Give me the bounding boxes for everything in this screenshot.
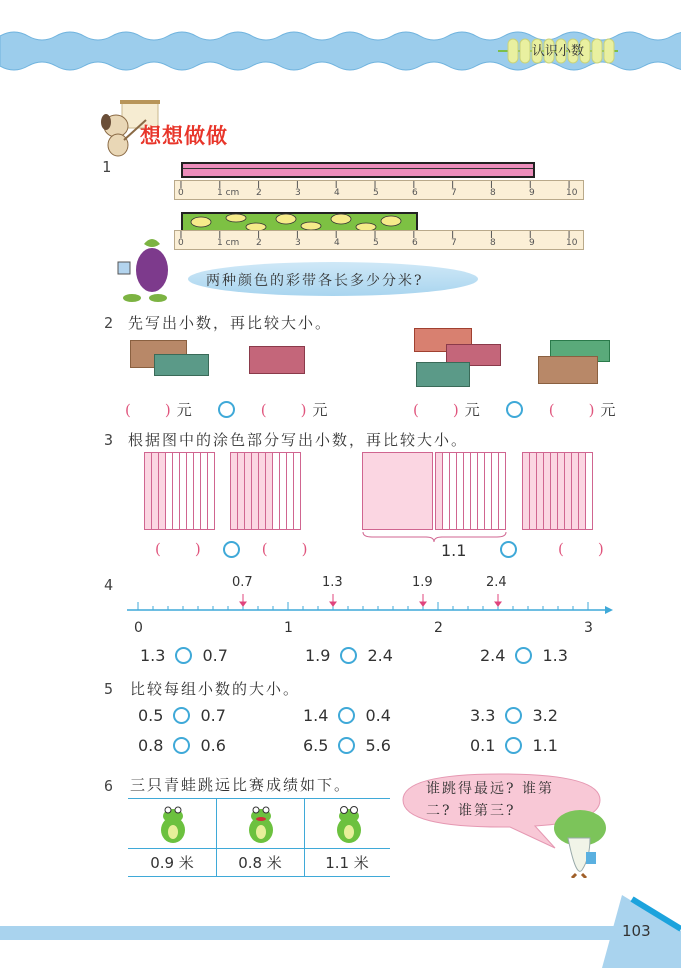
result-cell: 0.8 米 <box>238 854 282 872</box>
compare-circle[interactable] <box>173 707 190 724</box>
q3-answer-paren: ( ) <box>558 540 604 558</box>
axis-label: 1 <box>284 620 293 636</box>
eggplant-character-icon <box>112 232 182 304</box>
marker-label: 2.4 <box>486 575 507 590</box>
question-number-1: 1 <box>102 158 112 176</box>
q5-compare: 6.5 5.6 <box>303 736 391 755</box>
frog-icon <box>238 802 284 846</box>
compare-circle[interactable] <box>506 401 523 418</box>
axis-label: 0 <box>134 620 143 636</box>
result-cell: 1.1 米 <box>325 854 369 872</box>
q2-compare-row-2: ( ) 元 ( ) 元 <box>413 400 616 419</box>
tenths-grid-2 <box>230 452 301 530</box>
q3-compare-row-1: ( ) ( ) <box>155 540 308 558</box>
compare-circle[interactable] <box>340 647 357 664</box>
question-number-6: 6 <box>104 777 114 795</box>
q5-compare: 0.1 1.1 <box>470 736 558 755</box>
result-cell: 0.9 米 <box>150 854 194 872</box>
question-3-prompt: 根据图中的涂色部分写出小数，再比较大小。 <box>128 431 469 449</box>
frog-results-table <box>128 798 390 878</box>
tenths-grid-4 <box>522 452 593 530</box>
number-line <box>125 592 615 616</box>
banknotes-group-2 <box>414 328 506 388</box>
question-5-prompt: 比较每组小数的大小。 <box>130 680 301 698</box>
pink-ribbon <box>181 162 535 178</box>
question-number-4: 4 <box>104 576 114 594</box>
compare-circle[interactable] <box>500 541 517 558</box>
speech-line-1: 谁跳得最远? 谁第 <box>426 781 554 797</box>
compare-circle[interactable] <box>338 737 355 754</box>
speech-line-2: 二? 谁第三? <box>426 803 516 819</box>
q5-compare: 0.5 0.7 <box>138 706 226 725</box>
compare-circle[interactable] <box>218 401 235 418</box>
q5-compare: 1.4 0.4 <box>303 706 391 725</box>
q4-compare-3: 2.4 1.3 <box>480 646 568 665</box>
full-unit-square <box>362 452 433 530</box>
green-dotted-ribbon <box>181 212 418 232</box>
brace <box>362 531 507 543</box>
question-number-2: 2 <box>104 314 114 332</box>
banknotes-group-1 <box>130 340 210 378</box>
ruler-1: 0 1 cm 2 3 4 5 6 7 8 9 10 <box>174 180 584 200</box>
banknote-5jiao <box>249 346 305 374</box>
compare-circle[interactable] <box>505 737 522 754</box>
section-title: 想想做做 <box>140 124 228 148</box>
axis-label: 3 <box>584 620 593 636</box>
ruler-2: 0 1 cm 2 3 4 5 6 7 8 9 10 <box>174 230 584 250</box>
chapter-title: 认识小数 <box>531 44 584 59</box>
q4-compare-1: 1.3 0.7 <box>140 646 228 665</box>
compare-circle[interactable] <box>515 647 532 664</box>
q5-compare: 3.3 3.2 <box>470 706 558 725</box>
question-6-prompt: 三只青蛙跳远比赛成绩如下。 <box>130 776 352 794</box>
footer-bar <box>0 926 620 940</box>
marker-label: 1.9 <box>412 575 433 590</box>
marker-label: 0.7 <box>232 575 253 590</box>
frog-icon <box>326 802 372 846</box>
compare-circle[interactable] <box>338 707 355 724</box>
banknotes-group-3 <box>538 340 612 386</box>
compare-circle[interactable] <box>175 647 192 664</box>
question-number-3: 3 <box>104 431 114 449</box>
tenths-grid-3 <box>435 452 506 530</box>
marker-label: 1.3 <box>322 575 343 590</box>
speech-text: 两种颜色的彩带各长多少分米? <box>206 273 424 289</box>
compare-circle[interactable] <box>223 541 240 558</box>
given-value: 1.1 <box>441 541 467 560</box>
frog-icon <box>150 802 196 846</box>
q5-compare: 0.8 0.6 <box>138 736 226 755</box>
question-number-5: 5 <box>104 680 114 698</box>
q4-compare-2: 1.9 2.4 <box>305 646 393 665</box>
q2-compare-row-1: ( ) 元 ( ) 元 <box>125 400 328 419</box>
page-number: 103 <box>622 922 651 940</box>
compare-circle[interactable] <box>505 707 522 724</box>
cabbage-character-icon <box>546 808 608 878</box>
compare-circle[interactable] <box>173 737 190 754</box>
question-2-prompt: 先写出小数，再比较大小。 <box>128 314 333 332</box>
tenths-grid-1 <box>144 452 215 530</box>
axis-label: 2 <box>434 620 443 636</box>
